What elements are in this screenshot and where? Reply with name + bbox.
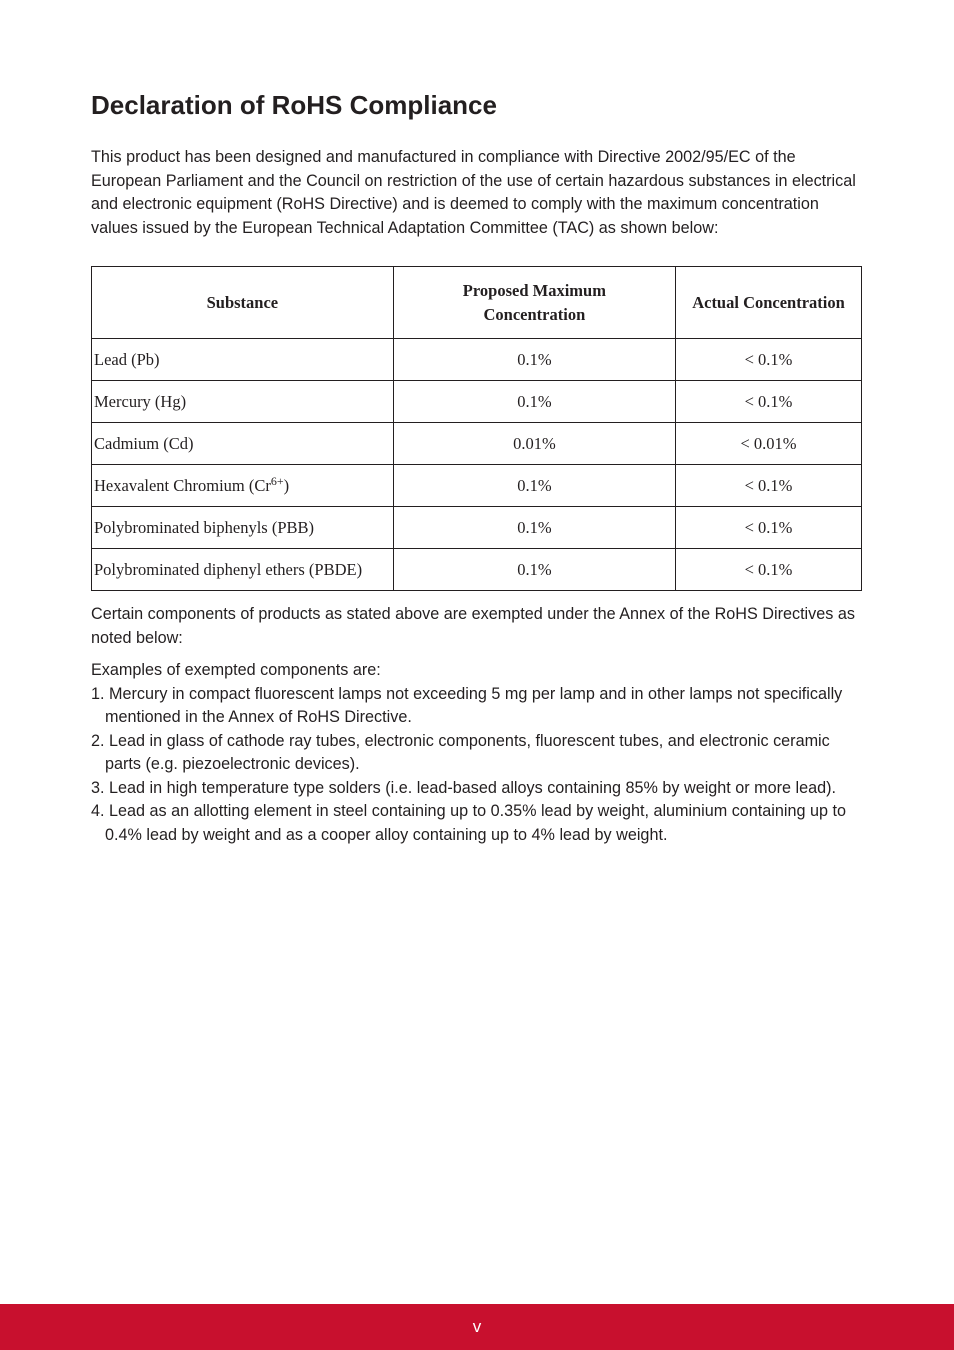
actual-cell: < 0.1% — [676, 381, 862, 423]
actual-cell: < 0.1% — [676, 507, 862, 549]
substance-cell: Cadmium (Cd) — [92, 423, 394, 465]
substance-name: Hexavalent Chromium (Cr — [94, 475, 271, 495]
table-row — [92, 423, 862, 465]
page-title: Declaration of RoHS Compliance — [91, 90, 497, 120]
table-header-row — [92, 267, 862, 339]
proposed-cell: 0.1% — [393, 549, 675, 591]
substance-cell: Polybrominated biphenyls (PBB) — [92, 507, 394, 549]
actual-cell: < 0.1% — [676, 549, 862, 591]
actual-cell: < 0.01% — [676, 423, 862, 465]
list-item: 4. Lead as an allotting element in steel containing up to 0.35% lead by weight, aluminium containing up to 0.4% lead by weight and as a cooper alloy containing up to 4% lead by weight. — [91, 802, 847, 844]
header-actual: Actual Concentration — [676, 267, 862, 339]
list-item: 1. Mercury in compact fluorescent lamps not exceeding 5 mg per lamp and in other lamps not specifically mentioned in the Annex of RoHS Directive. — [91, 684, 843, 726]
exemption-paragraph: Certain components of products as stated above are exempted under the Annex of the RoHS Directives as noted below: — [91, 605, 855, 647]
table-row — [92, 339, 862, 381]
examples-heading: Examples of exempted components are: — [91, 661, 381, 679]
header-proposed: Proposed Maximum Concentration — [393, 267, 675, 339]
proposed-cell: 0.1% — [393, 339, 675, 381]
oxidation-superscript: 6+ — [270, 473, 284, 488]
table-row — [92, 465, 862, 507]
header-substance: Substance — [92, 267, 394, 339]
table-row — [92, 381, 862, 423]
intro-paragraph: This product has been designed and manufactured in compliance with Directive 2002/95/EC of the European Parliament and the Council on restriction of the use of certain hazardous substances in electrical and electronic equipment (RoHS Directive) and is deemed to comply with the maximum concentration values issued by the European Technical Adaptation Committee (TAC) as shown below: — [91, 148, 856, 237]
substance-cell: Polybrominated diphenyl ethers (PBDE) — [92, 549, 394, 591]
examples-list — [91, 683, 861, 848]
substance-cell: Lead (Pb) — [92, 339, 394, 381]
substance-cell — [92, 465, 394, 507]
proposed-cell: 0.1% — [393, 465, 675, 507]
actual-cell: < 0.1% — [676, 465, 862, 507]
exemption-examples — [91, 659, 861, 847]
proposed-cell: 0.1% — [393, 507, 675, 549]
actual-cell: < 0.1% — [676, 339, 862, 381]
list-item: 2. Lead in glass of cathode ray tubes, electronic components, fluorescent tubes, and electronic ceramic parts (e.g. piezoelectronic devices). — [91, 731, 830, 773]
substance-cell: Mercury (Hg) — [92, 381, 394, 423]
page-number: v — [472, 1317, 482, 1336]
footer-bar — [0, 1304, 954, 1350]
proposed-cell: 0.01% — [393, 423, 675, 465]
list-item: 3. Lead in high temperature type solders (i.e. lead-based alloys containing 85% by weight or more lead). — [91, 778, 837, 797]
table-row — [92, 507, 862, 549]
proposed-cell: 0.1% — [393, 381, 675, 423]
rohs-table — [91, 266, 862, 591]
substance-suffix: ) — [283, 475, 290, 495]
table-row — [92, 549, 862, 591]
